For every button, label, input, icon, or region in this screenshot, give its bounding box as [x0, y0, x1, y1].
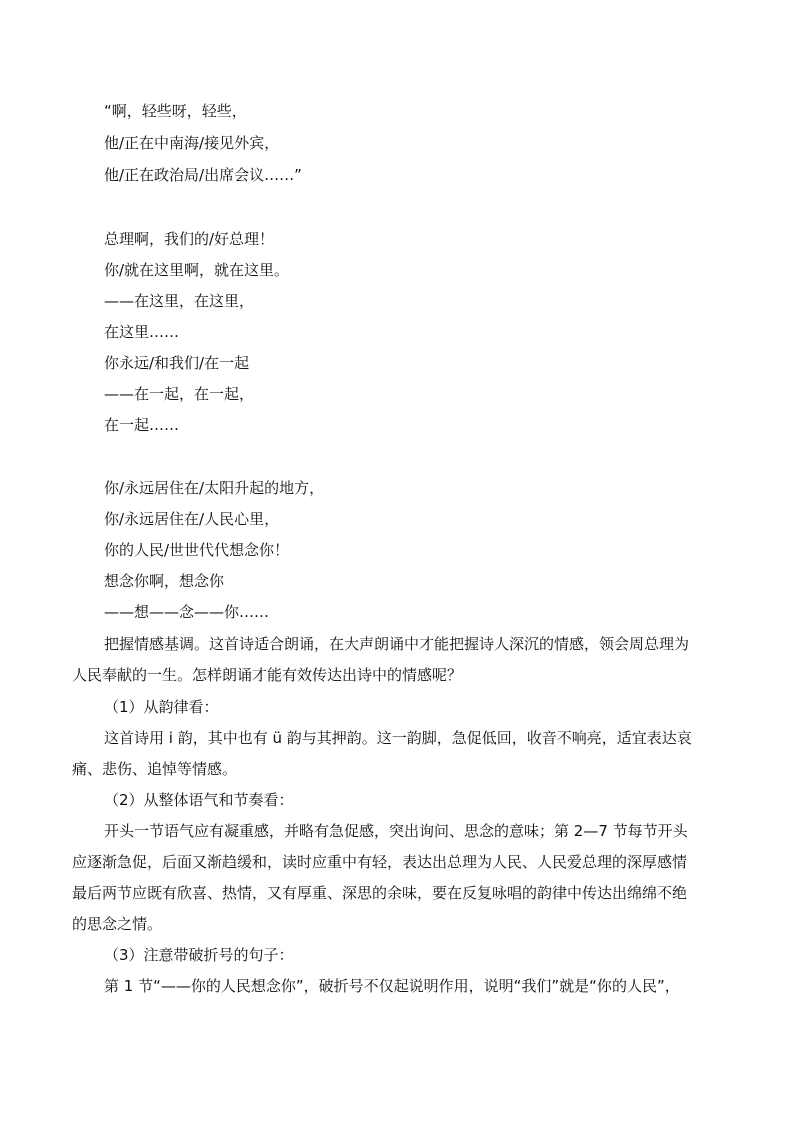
- poem-line: ——在一起，在一起，: [104, 385, 255, 403]
- analysis-intro-line: 人民奉献的一生。怎样朗诵才能有效传达出诗中的情感呢？: [72, 666, 463, 684]
- poem-line: 在这里……: [104, 323, 180, 341]
- point2-body-line: 开头一节语气应有凝重感，并略有急促感，突出询问、思念的意味；第 2—7 节每节开头: [104, 822, 688, 840]
- poem-line: 你/就在这里啊，就在这里。: [104, 261, 290, 279]
- point3-body-line: 第 1 节“——你的人民想念你”，破折号不仅起说明作用，说明“我们”就是“你的人民”，: [104, 977, 680, 995]
- poem-line: 你/永远居住在/太阳升起的地方，: [104, 479, 325, 497]
- point1-body-line: 这首诗用 i 韵，其中也有 ü 韵与其押韵。这一韵脚，急促低回，收音不响亮，适宜表达哀: [104, 729, 692, 747]
- point2-body-line: 最后两节应既有欣喜、热情，又有厚重、深思的余味，要在反复咏唱的韵律中传达出绵绵不绝: [72, 884, 688, 902]
- poem-line: 他/正在政治局/出席会议……”: [104, 166, 302, 184]
- point2-heading: （2）从整体语气和节奏看：: [104, 791, 294, 809]
- poem-line: ——在这里，在这里，: [104, 292, 255, 310]
- point3-heading: （3）注意带破折号的句子：: [104, 946, 294, 964]
- poem-line: “啊，轻些呀，轻些，: [104, 102, 247, 120]
- poem-line: ——想——念——你……: [104, 603, 270, 621]
- poem-line: 你/永远居住在/人民心里，: [104, 510, 280, 528]
- point1-heading: （1）从韵律看：: [104, 698, 219, 716]
- point2-body-line: 的思念之情。: [72, 915, 163, 933]
- poem-line: 在一起……: [104, 416, 180, 434]
- poem-line: 总理啊，我们的/好总理！: [104, 230, 275, 248]
- poem-line: 你永远/和我们/在一起: [104, 354, 250, 372]
- poem-line: 想念你啊，想念你: [104, 572, 225, 590]
- poem-line: 他/正在中南海/接见外宾，: [104, 134, 280, 152]
- poem-line: 你的人民/世世代代想念你！: [104, 541, 290, 559]
- point2-body-line: 应逐渐急促，后面又渐趋缓和，读时应重中有轻，表达出总理为人民、人民爱总理的深厚感情: [72, 853, 688, 871]
- analysis-intro-line: 把握情感基调。这首诗适合朗诵，在大声朗诵中才能把握诗人深沉的情感，领会周总理为: [104, 635, 690, 653]
- point1-body-line: 痛、悲伤、追悼等情感。: [72, 760, 238, 778]
